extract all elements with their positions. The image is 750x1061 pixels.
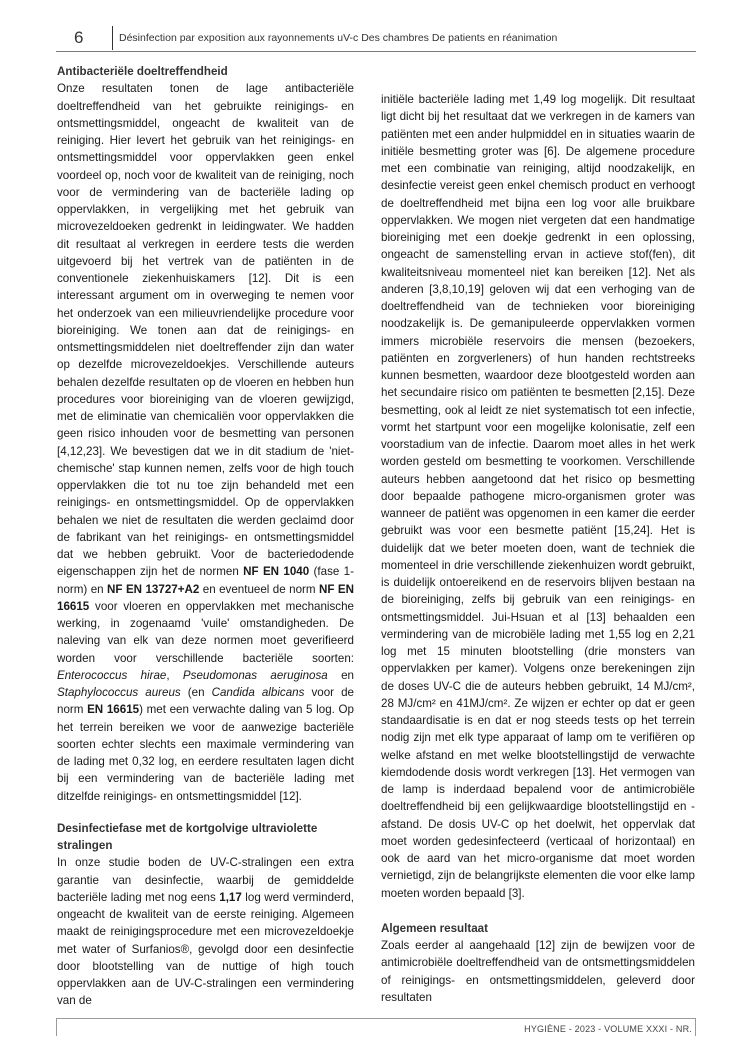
log-value: 1,17 [219,890,242,904]
footer-left-tick [56,1018,57,1036]
footer-journal-info: HYGIÈNE - 2023 - VOLUME XXXI - NR. [524,1024,692,1034]
species-name: Pseudomonas aeruginosa [182,668,328,682]
section-heading-antibacterial: Antibacteriële doeltreffendheid [57,65,228,78]
norm-ref: NF EN 13727+A2 [107,582,200,596]
section-heading-uvc: Desinfectiefase met de kortgolvige ultraviolette stralingen [57,821,318,852]
text-run: In onze studie boden de UV-C-stralingen een extra garantie van desinfectie, waarbij de gemiddelde bacteriële lading met nog eens [57,856,354,904]
text-run: voor de norm [57,686,354,717]
species-name: Staphylococcus aureus [57,686,181,699]
text-run: voor vloeren en oppervlakken met mechanische werking, in zogenaamd 'vuile' omstandigheden. De naleving van elk van deze normen moet geverifieerd worden voor verschillende bacteriële soorten: [57,599,354,665]
footer-rule [56,1018,696,1019]
text-run: (en [180,686,212,699]
right-column [381,91,695,1006]
text-run: ) met een verwachte daling van 5 log. Op het terrein bereiken we voor de aanwezige bacteriële soorten echter slechts een maximale vermindering van de lading met 0,32 log, en eerdere resultaten lagen dicht bij een vermindering van de bacteriële lading met ditzelfde reinigings- en ontsmettingsmiddel [12]. [57,703,354,803]
species-name: Enterococcus hirae [57,668,167,682]
text-run: en [327,668,354,682]
text-run: log werd verminderd, ongeacht de kwaliteit van de eerste reiniging. Algemeen maakt de reinigingsprocedure met een microvezeldoekje met water of Surfanios®, gevolgd door een desinfectie door blootstelling van de nuttige of high touch oppervlakken aan de UV-C-stralingen een vermindering van de [57,890,354,1008]
page-number: 6 [74,28,84,47]
section-heading-general-result: Algemeen resultaat [381,921,488,935]
norm-ref: NF EN 16615 [57,582,354,613]
paragraph-continued: initiële bacteriële lading met 1,49 log mogelijk. Dit resultaat ligt dicht bij het resultaat dat we verkregen in de kamers van patiënten met een ander hulpmiddel en in situaties waarin de initiële besmetting groter was [6]. De algemene procedure met een combinatie van reiniging, altijd noodzakelijk, en desinfectie vereist geen enkel chemisch product en verhoogt de doeltreffendheid met bijna een log voor alle bruikbare oppervlakken. We mogen niet vergeten dat een handmatige bioreiniging met een doekje gedrenkt in een oplossing, ongeacht de samenstelling ervan in actieve stof(fen), dit kwaliteitsniveau momenteel niet kan bereiken [12]. Net als anderen [3,8,10,19] geloven wij dat een verhoging van de doeltreffendheid van de technieken voor bioreiniging noodzakelijk is. De gemanipuleerde oppervlakken vormen immers microbiële reservoirs die mensen (bezoekers, patiënten en zorgverleners) of hun handen rechtstreeks kunnen besmetten, waardoor deze blootgesteld worden aan het secundaire risico om patiënten te besmetten [2,15]. Deze besmetting, ook al leidt ze niet systematisch tot een infectie, vormt het startpunt voor een mogelijke kolonisatie, zelf een voorstadium van de infectie. Daarom moet alles in het werk worden gesteld om besmetting te voorkomen. Verschillende auteurs hebben aangetoond dat het risico op besmetting door bepaalde pathogene micro-organismen groter was wanneer de patiënt was opgenomen in een kamer die eerder gebruikt was voor een besmette patiënt [15,24]. Het is duidelijk dat we beter moeten doen, want de techniek die momenteel in drie verschillende ziekenhuizen wordt gebruikt, is duidelijk ontoereikend en de reservoirs blijven bestaan na de bioreiniging, zelfs bij gebruik van een reinigings- en ontsmettingsmiddel. Jui-Hsuan et al [13] behaalden een vermindering van de microbiële lading met 1,55 log en 2,21 log met 15 minuten blootstelling (drie monsters van oppervlakken per kamer). Volgens onze berekeningen zijn de doses UV-C die de auteurs hebben gebruikt, 14 MJ/cm², 28 MJ/cm² en 41MJ/cm². Ze wijzen er echter op dat er geen standaardisatie is en dat er nog steeds tests op het terrein nodig zijn met elk type apparaat of lamp om te verifiëren op welke afstand en met welke blootstellingstijd de verwachte kiemdodende dosis wordt verkregen [13]. Het vermogen van de lamp is inderdaad bepalend voor de antimicrobiële doeltreffendheid bij een gelijkwaardige blootstellingstijd en -afstand. De dosis UV-C op het doelwit, het oppervlak dat moet worden gedesinfecteerd (verticaal of horizontaal) en ook de aard van het micro-organisme dat moet worden vernietigd, zijn de belangrijkste elementen die voor elke lamp moeten worden bepaald [3]. [381,93,695,900]
header-divider [112,26,113,50]
footer-right-tick [695,1018,696,1036]
paragraph-general-result: Zoals eerder al aangehaald [12] zijn de bewijzen voor de antimicrobiële doeltreffendheid van de ontsmettingsmiddelen of reinigings- en ontsmettingsmiddelen, geleverd door resultaten [381,939,695,1004]
spacer [57,805,354,820]
species-name: Candida albicans [211,686,305,699]
norm-ref: NF EN 1040 [243,565,310,579]
text-run: , [166,668,183,682]
text-run: Onze resultaten tonen de lage antibacteriële doeltreffendheid van het gebruikte reinigings- en ontsmettingsmiddel, ongeacht de kwaliteit van de reiniging. Hier levert het gebruik van het reinigings- en ontsmettingsmiddel voor oppervlakken geen enkel voordeel op, noch voor de kwaliteit van de reiniging, noch voor de vermindering van de bacteriële lading op oppervlakken, in vergelijking met het gebruik van microvezeldoeken gedrenkt in leidingwater. We hadden dit resultaat al verkregen in eerdere tests die werden uitgevoerd bij het vertrek van de patiënten in de conventionele ziekenhuiskamers [12]. Dit is een interessant argument om in overweging te nemen voor het onderzoek van een milieuvriendelijke procedure voor bioreiniging. We tonen aan dat de reinigings- en ontsmettingsmiddelen niet doeltreffender zijn dan water op dezelfde microvezeldoekjes. Verschillende auteurs behalen dezelfde resultaten op de vloeren en hebben hun procedures voor bioreiniging van de vloeren gewijzigd, met de eliminatie van chemicaliën voor oppervlakken die geen risico inhouden voor de besmetting van personen [4,12,23]. We bevestigen dat we in dit stadium de 'niet-chemische' stap kunnen nemen, zelfs voor de high touch oppervlakken die tot nu toe zijn behandeld met een reinigings- en ontsmettingsmiddel. Op de oppervlakken behalen we niet de resultaten die werden geclaimd door de fabrikant van het reinigings- en ontsmettingsmiddel dat we hebben gebruikt. Voor de bacteriedodende eigenschappen zijn het de normen [57,82,354,579]
norm-ref: EN 16615 [87,703,140,717]
spacer [381,902,695,920]
text-run: en eventueel de norm [199,582,319,596]
text-run: (fase 1-norm) en [57,565,354,596]
running-title: Désinfection par exposition aux rayonnements uV-c Des chambres De patients en réanimation [119,32,558,44]
paragraph-antibacterial [57,80,354,805]
left-column [57,63,354,1010]
header-rule [56,51,696,52]
paragraph-uvc [57,854,354,1009]
